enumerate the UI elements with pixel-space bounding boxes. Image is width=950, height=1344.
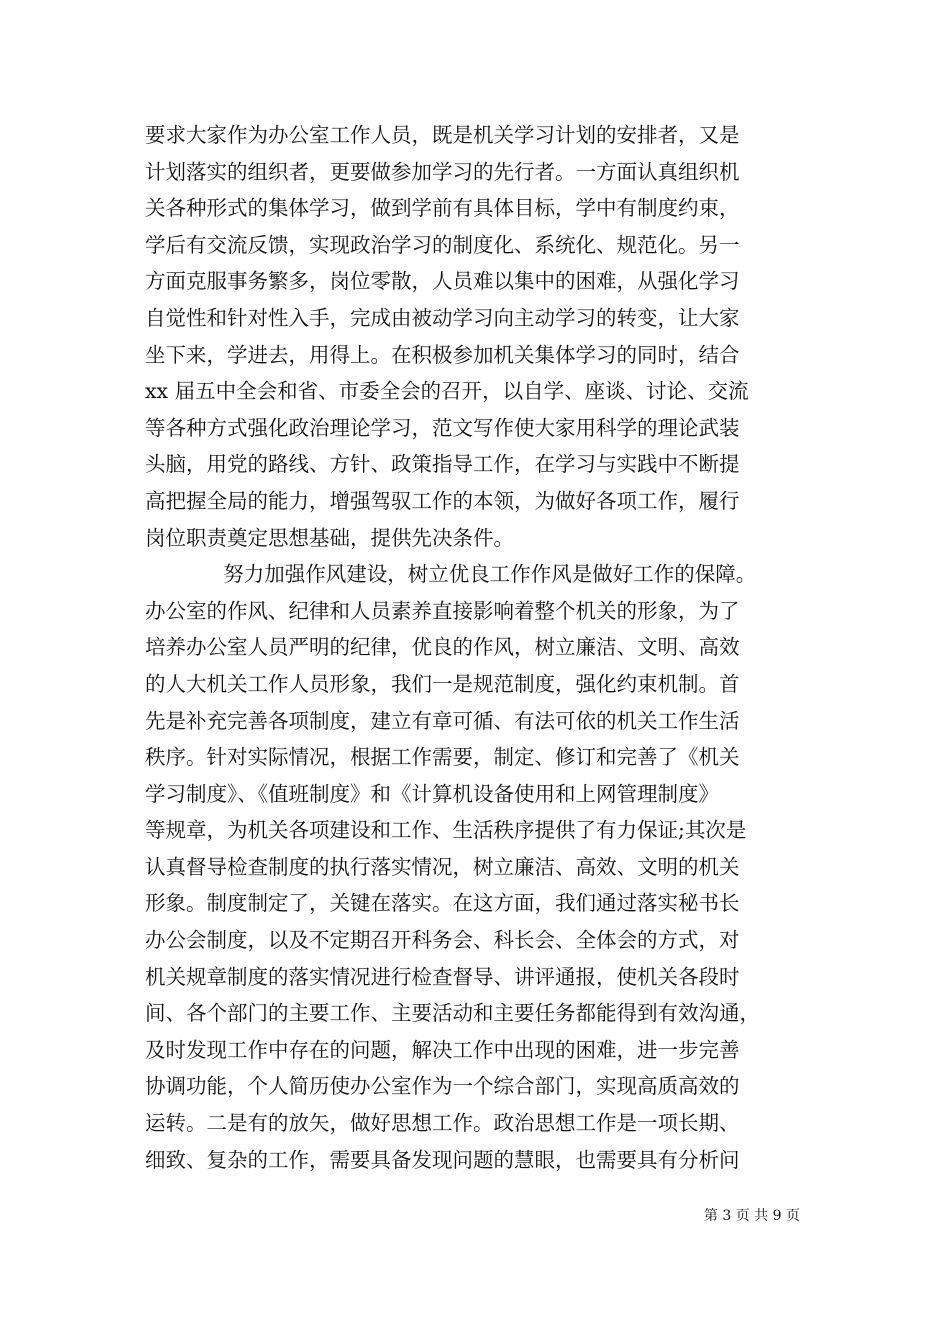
text-line: 先是补充完善各项制度，建立有章可循、有法可依的机关工作生活 (145, 708, 740, 733)
text-line: 认真督导检查制度的执行落实情况，树立廉洁、高效、文明的机关 (145, 854, 740, 879)
text-line: 形象。制度制定了，关键在落实。在这方面，我们通过落实秘书长 (145, 891, 740, 916)
text-line: 协调功能，个人简历使办公室作为一个综合部门，实现高质高效的 (145, 1074, 740, 1099)
text-line: xx 届五中全会和省、市委全会的召开，以自学、座谈、讨论、交流 (145, 379, 749, 404)
page-number-footer: 第 3 页 共 9 页 (703, 1208, 800, 1224)
text-line: 努力加强作风建设，树立优良工作作风是做好工作的保障。 (145, 562, 757, 587)
text-line: 培养办公室人员严明的纪律，优良的作风，树立廉洁、文明、高效 (145, 635, 740, 660)
text-line: 头脑，用党的路线、方针、政策指导工作，在学习与实践中不断提 (145, 452, 740, 477)
text-line: 学习制度》、《值班制度》和《计算机设备使用和上网管理制度》 (145, 781, 719, 806)
text-line: 自觉性和针对性入手，完成由被动学习向主动学习的转变，让大家 (145, 305, 740, 330)
text-line: 高把握全局的能力，增强驾驭工作的本领，为做好各项工作，履行 (145, 488, 740, 513)
text-line: 岗位职责奠定思想基础，提供先决条件。 (145, 525, 514, 550)
text-line: 运转。二是有的放矢，做好思想工作。政治思想工作是一项长期、 (145, 1111, 740, 1136)
text-line: 计划落实的组织者，更要做参加学习的先行者。一方面认真组织机 (145, 159, 740, 184)
text-line: 细致、复杂的工作，需要具备发现问题的慧眼，也需要具有分析问 (145, 1147, 740, 1172)
text-line: 秩序。针对实际情况，根据工作需要，制定、修订和完善了《机关 (145, 745, 740, 770)
text-line: 及时发现工作中存在的问题，解决工作中出现的困难，进一步完善 (145, 1037, 740, 1062)
text-line: 等各种方式强化政治理论学习，范文写作使大家用科学的理论武装 (145, 415, 740, 440)
text-line: 间、各个部门的主要工作、主要活动和主要任务都能得到有效沟通， (145, 1001, 760, 1026)
text-line: 机关规章制度的落实情况进行检查督导、讲评通报，使机关各段时 (145, 964, 740, 989)
text-line: 学后有交流反馈，实现政治学习的制度化、系统化、规范化。另一 (145, 232, 740, 257)
text-line: 办公室的作风、纪律和人员素养直接影响着整个机关的形象，为了 (145, 598, 740, 623)
text-line: 要求大家作为办公室工作人员，既是机关学习计划的安排者，又是 (145, 123, 740, 147)
text-line: 关各种形式的集体学习，做到学前有具体目标，学中有制度约束， (145, 196, 740, 221)
text-line: 办公会制度，以及不定期召开科务会、科长会、全体会的方式，对 (145, 928, 740, 953)
text-line: 坐下来，学进去，用得上。在积极参加机关集体学习的同时，结合 (145, 342, 740, 367)
text-line: 等规章，为机关各项建设和工作、生活秩序提供了有力保证;其次是 (145, 818, 747, 843)
text-line: 方面克服事务繁多，岗位零散，人员难以集中的困难，从强化学习 (145, 269, 740, 294)
body-text (145, 117, 825, 1178)
text-line: 的人大机关工作人员形象，我们一是规范制度，强化约束机制。首 (145, 671, 740, 696)
